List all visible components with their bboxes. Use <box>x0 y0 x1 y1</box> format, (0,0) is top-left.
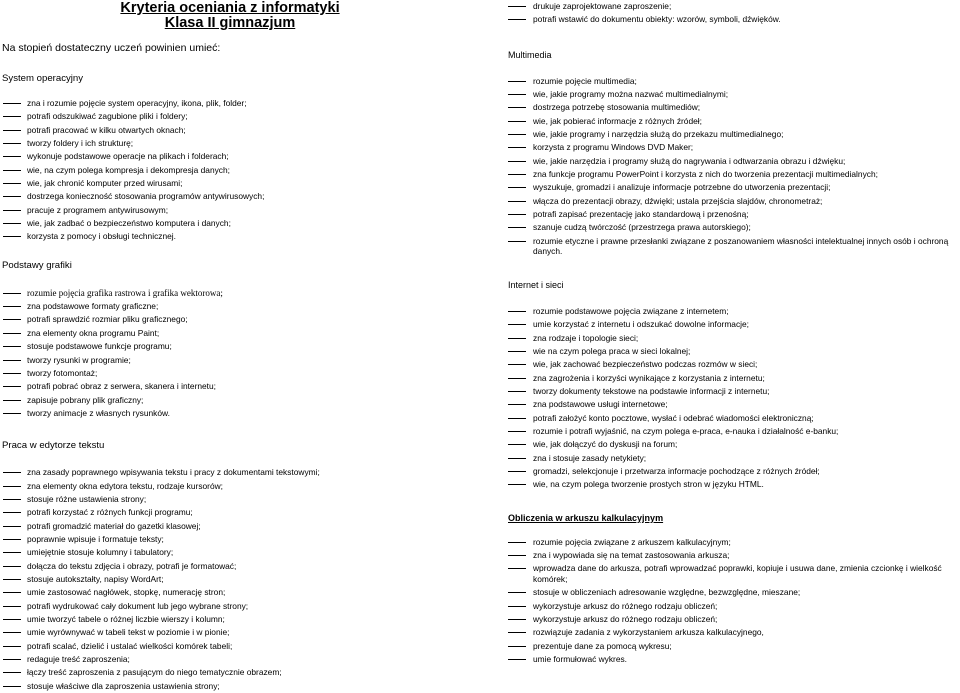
list-item-text: rozumie i potrafi wyjaśnić, na czym polega e-praca, e-nauka i działalność e-banku; <box>533 425 839 436</box>
list-item-text: stosuje właściwe dla zaproszenia ustawienia strony; <box>27 680 220 691</box>
list-item-text: wykorzystuje arkusz do różnego rodzaju obliczeń; <box>533 600 718 611</box>
list-item <box>0 520 480 533</box>
list-item-text: wie, jak pobierać informacje z różnych źródeł; <box>533 115 702 126</box>
list-item <box>500 438 960 451</box>
list-item <box>500 536 960 549</box>
list-item <box>0 573 480 586</box>
list-item <box>500 181 960 194</box>
list-item-text: wie, jak chronić komputer przed wirusami; <box>27 178 183 189</box>
list-item-text: wie, na czym polega kompresja i dekompresja danych; <box>27 164 230 175</box>
list-item-text: potrafi gromadzić materiał do gazetki klasowej; <box>27 520 201 531</box>
list-item-text: potrafi założyć konto pocztowe, wysłać i odebrać wiadomości elektroniczną; <box>533 412 814 423</box>
title-line-2: Klasa II gimnazjum <box>164 15 296 31</box>
list-item-text: zna rodzaje i topologie sieci; <box>533 332 639 343</box>
list-item-text: wie, jak zachować bezpieczeństwo podczas rozmów w sieci; <box>533 359 758 370</box>
list-tekst <box>0 466 480 693</box>
list-item-text: wykonuje podstawowe operacje na plikach i folderach; <box>27 151 229 162</box>
list-item-text: zna i stosuje zasady netykiety; <box>533 452 647 463</box>
list-item <box>0 150 480 163</box>
section-heading-multimedia: Multimedia <box>508 49 552 60</box>
list-item <box>0 546 480 559</box>
list-item-text: wyszukuje, gromadzi i analizuje informacje potrzebne do utworzenia prezentacji; <box>533 182 831 193</box>
list-item <box>0 300 480 313</box>
list-item <box>0 493 480 506</box>
list-item <box>500 13 960 26</box>
list-item <box>500 372 960 385</box>
list-item <box>500 221 960 234</box>
list-item-text: zna funkcje programu PowerPoint i korzysta z nich do tworzenia prezentacji multimedialnych; <box>533 169 878 180</box>
list-item <box>0 586 480 599</box>
list-item <box>0 110 480 123</box>
list-item-text: rozumie pojęcia związane z arkuszem kalkulacyjnym; <box>533 536 731 547</box>
list-item-text: wie, jak zadbać o bezpieczeństwo komputera i danych; <box>27 218 231 229</box>
list-item <box>0 653 480 666</box>
list-item-text: korzysta z pomocy i obsługi technicznej. <box>27 231 176 242</box>
section-heading-grafika: Podstawy grafiki <box>2 259 72 271</box>
list-item-text: wie, jakie programy i narzędzia służą do przekazu multimedialnego; <box>533 129 784 140</box>
right-column <box>500 0 960 666</box>
list-item <box>500 412 960 425</box>
list-item <box>500 305 960 318</box>
list-item <box>500 613 960 626</box>
list-item-text: wie, na czym polega tworzenie prostych stron w języku HTML. <box>533 479 764 490</box>
list-item-text: umie formułować wykres. <box>533 654 628 665</box>
list-item <box>500 478 960 491</box>
list-item <box>500 385 960 398</box>
list-item-text: dołącza do tekstu zdjęcia i obrazy, potrafi je formatować; <box>27 560 237 571</box>
list-item-text: tworzy fotomontaż; <box>27 367 98 378</box>
list-item <box>500 88 960 101</box>
list-item-text: potrafi wstawić do dokumentu obiekty: wzorów, symboli, dźwięków. <box>533 14 781 25</box>
list-item <box>500 653 960 666</box>
list-item-text: umie tworzyć tabele o różnej liczbie wierszy i kolumn; <box>27 614 225 624</box>
list-item-text: wie, jakie narzędzia i programy służą do nagrywania i odtwarzania obrazu i dźwięku; <box>533 155 846 166</box>
list-item <box>500 155 960 168</box>
list-item-text: stosuje podstawowe funkcje programu; <box>27 341 172 352</box>
list-item-text: pracuje z programem antywirusowym; <box>27 204 169 215</box>
list-item-text: potrafi odszukiwać zagubione pliki i foldery; <box>27 111 188 122</box>
list-item-text: wie na czym polega praca w sieci lokalnej; <box>533 345 691 356</box>
list-item <box>0 204 480 217</box>
list-item-text: rozumie pojęcia grafika rastrowa i grafika wektorowa; <box>27 287 223 298</box>
list-item <box>500 452 960 465</box>
list-item-text: stosuje autokształty, napisy WordArt; <box>27 573 164 584</box>
list-item-text: włącza do prezentacji obrazy, dźwięki; ustala przejścia slajdów, chronometraż; <box>533 195 823 206</box>
list-item-text: umie zastosować nagłówek, stopkę, numerację stron; <box>27 587 226 598</box>
list-item-text: potrafi sprawdzić rozmiar pliku graficznego; <box>27 314 188 325</box>
list-item <box>500 345 960 358</box>
list-item <box>0 600 480 613</box>
list-item <box>500 208 960 221</box>
list-item-text: stosuje w obliczeniach adresowanie względne, bezwzględne, mieszane; <box>533 587 801 598</box>
list-item-text: potrafi pobrać obraz z serwera, skanera i internetu; <box>27 381 216 392</box>
list-item <box>0 367 480 380</box>
list-item <box>500 640 960 653</box>
list-item-text: zna podstawowe formaty graficzne; <box>27 301 159 312</box>
list-item <box>0 177 480 190</box>
title-line-1: Kryteria oceniania z informatyki <box>120 0 340 16</box>
list-item <box>500 0 960 13</box>
list-item-text: rozumie pojęcie multimedia; <box>533 75 637 86</box>
list-item <box>0 97 480 110</box>
list-item <box>0 137 480 150</box>
list-item-text: dostrzega konieczność stosowania programów antywirusowych; <box>27 191 265 202</box>
list-item-text: wykorzystuje arkusz do różnego rodzaju obliczeń; <box>533 614 718 624</box>
list-item-text: zapisuje pobrany plik graficzny; <box>27 394 144 405</box>
list-item-text: tworzy rysunki w programie; <box>27 354 131 365</box>
list-item <box>0 190 480 203</box>
list-item-text: rozwiązuje zadania z wykorzystaniem arkusza kalkulacyjnego, <box>533 627 764 638</box>
section-heading-tekst: Praca w edytorze tekstu <box>2 440 105 452</box>
list-item <box>500 358 960 371</box>
list-item-text: korzysta z programu Windows DVD Maker; <box>533 142 694 153</box>
list-item <box>500 465 960 478</box>
list-item <box>0 124 480 137</box>
list-item <box>0 506 480 519</box>
list-item-text: potrafi pracować w kilku otwartych oknach; <box>27 124 186 135</box>
list-item-text: dostrzega potrzebę stosowania multimediów; <box>533 102 701 113</box>
list-item <box>500 168 960 181</box>
list-item-text: poprawnie wpisuje i formatuje teksty; <box>27 533 164 544</box>
list-item-text: potrafi korzystać z różnych funkcji programu; <box>27 507 193 518</box>
list-item-text: zna i rozumie pojęcie system operacyjny, ikona, plik, folder; <box>27 98 247 108</box>
list-item <box>500 115 960 128</box>
list-item <box>500 75 960 88</box>
section-heading-system: System operacyjny <box>2 73 84 84</box>
list-item-text: tworzy foldery i ich strukturę; <box>27 138 134 149</box>
list-item <box>500 235 960 259</box>
list-item-text: umiejętnie stosuje kolumny i tabulatory; <box>27 547 174 558</box>
list-item <box>0 560 480 573</box>
list-item <box>0 164 480 177</box>
list-item <box>500 425 960 438</box>
list-item <box>0 640 480 653</box>
section-heading-internet: Internet i sieci <box>508 279 564 290</box>
list-item <box>0 313 480 326</box>
list-item-text: potrafi zapisać prezentację jako standardową i przenośną; <box>533 209 749 220</box>
list-item-text: umie korzystać z internetu i odszukać dowolne informacje; <box>533 319 749 330</box>
list-item <box>500 549 960 562</box>
list-item <box>0 626 480 639</box>
list-item <box>0 680 480 693</box>
list-item <box>0 380 480 393</box>
list-item-text: wie, jakie programy można nazwać multimedialnymi; <box>533 89 729 100</box>
list-item-text: tworzy dokumenty tekstowe na podstawie informacji z internetu; <box>533 385 770 396</box>
list-arkusz <box>500 536 960 667</box>
list-item-text: zna zagrożenia i korzyści wynikające z korzystania z internetu; <box>533 372 765 383</box>
list-item <box>0 354 480 367</box>
list-item-text: łączy treść zaproszenia z pasującym do niego tematycznie obrazem; <box>27 667 282 678</box>
list-item <box>0 340 480 353</box>
list-item <box>0 394 480 407</box>
list-tekst-continued <box>500 0 960 27</box>
list-item-text: rozumie etyczne i prawne przesłanki związane z poszanowaniem własności intelektualnej innych osób i ochroną danych. <box>533 235 949 257</box>
list-item-text: zna zasady poprawnego wpisywania tekstu i pracy z dokumentami tekstowymi; <box>27 467 320 478</box>
list-item <box>0 466 480 479</box>
list-item <box>500 398 960 411</box>
list-item-text: zna elementy okna programu Paint; <box>27 327 160 338</box>
list-item <box>500 586 960 599</box>
intro-text: Na stopień dostateczny uczeń powinien umieć: <box>2 42 221 54</box>
list-item <box>0 407 480 420</box>
list-item <box>500 101 960 114</box>
list-item <box>500 195 960 208</box>
list-item <box>0 480 480 493</box>
list-item <box>0 613 480 626</box>
list-grafika <box>0 287 480 420</box>
list-item-text: redaguje treść zaproszenia; <box>27 654 130 665</box>
list-item <box>500 141 960 154</box>
list-multimedia <box>500 75 960 259</box>
list-item-text: szanuje cudzą twórczość (przestrzega prawa autorskiego); <box>533 222 751 233</box>
list-item <box>500 332 960 345</box>
list-item <box>0 217 480 230</box>
list-system <box>0 97 480 244</box>
list-item-text: wie, jak dołączyć do dyskusji na forum; <box>533 439 678 450</box>
list-item <box>500 626 960 639</box>
list-item-text: prezentuje dane za pomocą wykresu; <box>533 640 672 651</box>
list-item <box>0 533 480 546</box>
list-item-text: wprowadza dane do arkusza, potrafi wprowadzać poprawki, kopiuje i usuwa dane, zmienia czcionkę i wielkość komórek; <box>533 563 942 584</box>
list-item-text: zna elementy okna edytora tekstu, rodzaje kursorów; <box>27 480 223 491</box>
list-item-text: drukuje zaprojektowane zaproszenie; <box>533 1 672 11</box>
list-item-text: zna i wypowiada się na temat zastosowania arkusza; <box>533 549 730 560</box>
list-item-text: stosuje różne ustawienia strony; <box>27 493 147 504</box>
list-item <box>0 666 480 679</box>
section-heading-arkusz: Obliczenia w arkuszu kalkulacyjnym <box>508 512 664 523</box>
list-item-text: umie wyrównywać w tabeli tekst w poziomie i w pionie; <box>27 627 230 638</box>
list-item <box>0 327 480 340</box>
list-item <box>500 318 960 331</box>
list-item <box>0 230 480 243</box>
list-item <box>500 600 960 613</box>
list-item-text: rozumie podstawowe pojęcia związane z internetem; <box>533 305 729 316</box>
list-item-text: gromadzi, selekcjonuje i przetwarza informacje pochodzące z różnych źródeł; <box>533 465 820 476</box>
list-internet <box>500 305 960 492</box>
list-item-text: zna podstawowe usługi internetowe; <box>533 399 668 410</box>
list-item <box>500 128 960 141</box>
list-item <box>500 562 960 586</box>
page-title <box>60 0 400 31</box>
list-item-text: potrafi scalać, dzielić i ustalać wielkości komórek tabeli; <box>27 640 233 651</box>
list-item <box>0 287 480 300</box>
list-item-text: tworzy animacje z własnych rysunków. <box>27 407 170 418</box>
list-item-text: potrafi wydrukować cały dokument lub jego wybrane strony; <box>27 600 249 611</box>
